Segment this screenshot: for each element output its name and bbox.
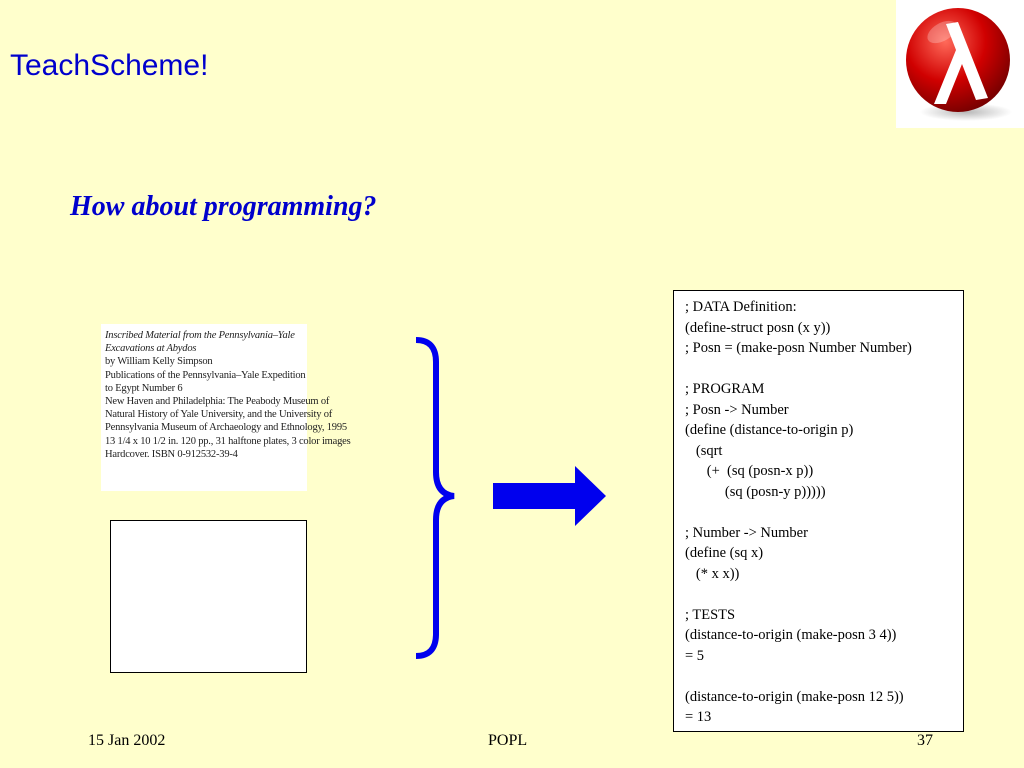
right-arrow-icon xyxy=(493,466,607,526)
book-publisher-line: New Haven and Philadelphia: The Peabody Museum of xyxy=(105,396,330,408)
book-isbn-line: Hardcover. ISBN 0-912532-39-4 xyxy=(105,448,238,460)
code-line: (sqrt xyxy=(685,442,723,459)
book-title-line: Excavations at Abydos xyxy=(105,343,197,355)
slide-title: TeachScheme! xyxy=(10,49,209,82)
code-line: ; PROGRAM xyxy=(685,381,765,397)
book-series-line: to Egypt Number 6 xyxy=(105,382,183,394)
code-line: (distance-to-origin (make-posn 3 4)) xyxy=(685,627,897,643)
book-series-line: Publications of the Pennsylvania–Yale Expedition xyxy=(105,369,306,381)
code-line: (* x x)) xyxy=(685,565,740,582)
logo xyxy=(896,0,1024,128)
code-line xyxy=(685,502,963,523)
slide-heading: How about programming? xyxy=(70,191,377,222)
book-author-line: by William Kelly Simpson xyxy=(105,356,213,368)
code-line: ; Posn = (make-posn Number Number) xyxy=(685,340,912,356)
book-publisher-line: Natural History of Yale University, and the University of xyxy=(105,409,333,421)
empty-image-box xyxy=(110,520,307,673)
code-line xyxy=(685,666,963,687)
code-line: = 13 xyxy=(685,709,712,725)
footer-venue: POPL xyxy=(488,732,528,749)
code-line: ; Number -> Number xyxy=(685,524,808,541)
code-line: (+ (sq (posn-x p)) xyxy=(685,463,814,479)
code-line xyxy=(685,359,963,380)
code-line: (distance-to-origin (make-posn 12 5)) xyxy=(685,688,904,705)
book-publisher-line: Pennsylvania Museum of Archaeology and Ethnology, 1995 xyxy=(105,422,347,434)
footer-date: 15 Jan 2002 xyxy=(88,732,166,749)
book-details-line: 13 1/4 x 10 1/2 in. 120 pp., 31 halftone plates, 3 color images xyxy=(105,435,351,447)
code-listing xyxy=(673,290,964,732)
code-line xyxy=(685,584,963,605)
code-line: (define (sq x) xyxy=(685,545,764,561)
right-brace-icon xyxy=(410,336,460,662)
book-catalog-card xyxy=(101,324,351,491)
lambda-logo-icon xyxy=(896,0,1024,128)
code-line: (define (distance-to-origin p) xyxy=(685,422,854,438)
code-line: ; Posn -> Number xyxy=(685,401,789,418)
code-line: = 5 xyxy=(685,647,705,664)
book-title-line: Inscribed Material from the Pennsylvania–Yale xyxy=(105,330,295,341)
footer-page-number: 37 xyxy=(917,732,933,749)
code-line: ; DATA Definition: xyxy=(685,299,797,315)
code-line: ; TESTS xyxy=(685,606,736,623)
code-line: (define-struct posn (x y)) xyxy=(685,319,831,336)
code-line: (sq (posn-y p))))) xyxy=(685,483,826,500)
